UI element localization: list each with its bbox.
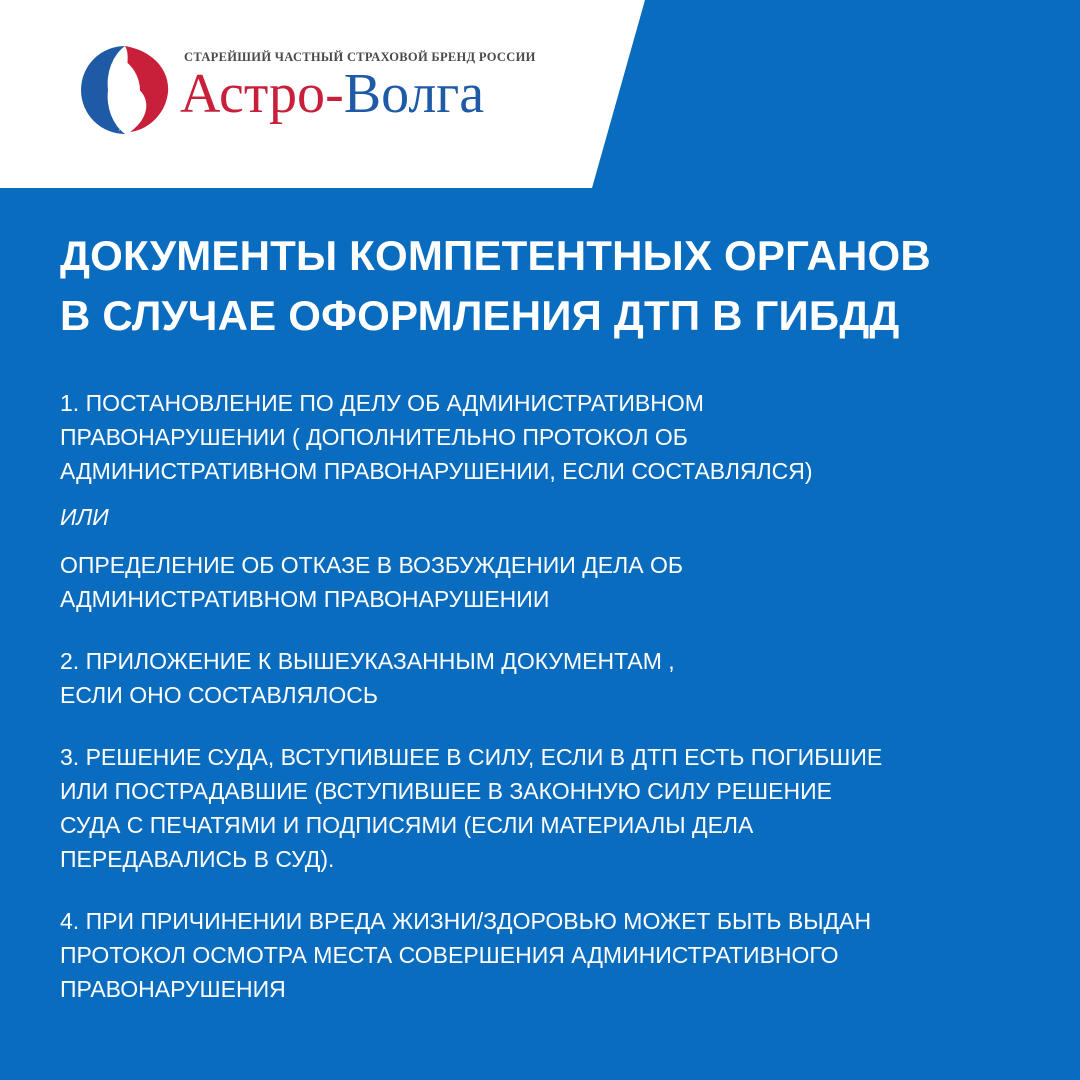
- brand-name-part1: Астро: [180, 63, 326, 125]
- spacer: [60, 876, 1040, 904]
- brand-name-separator: -: [325, 63, 344, 125]
- spacer: [60, 616, 1040, 644]
- brand-logo: [78, 44, 578, 144]
- item1-alt-line: АДМИНИСТРАТИВНОМ ПРАВОНАРУШЕНИИ: [60, 586, 550, 612]
- item2-line: 2. ПРИЛОЖЕНИЕ К ВЫШЕУКАЗАННЫМ ДОКУМЕНТАМ ,: [60, 648, 675, 674]
- spacer: [60, 712, 1040, 740]
- item3-line: ИЛИ ПОСТРАДАВШИЕ (ВСТУПИВШЕЕ В ЗАКОННУЮ СИЛУ РЕШЕНИЕ: [60, 778, 832, 804]
- item3-line: ПЕРЕДАВАЛИСЬ В СУД).: [60, 846, 335, 872]
- item3-line: 3. РЕШЕНИЕ СУДА, ВСТУПИВШЕЕ В СИЛУ, ЕСЛИ В ДТП ЕСТЬ ПОГИБШИЕ: [60, 744, 883, 770]
- item4-line: ПРАВОНАРУШЕНИЯ: [60, 976, 286, 1002]
- brand-tagline: СТАРЕЙШИЙ ЧАСТНЫЙ СТРАХОВОЙ БРЕНД РОССИИ: [184, 50, 536, 64]
- list-item-4: [60, 904, 1040, 1006]
- brand-name-part2: Волга: [343, 63, 485, 125]
- item4-line: ПРОТОКОЛ ОСМОТРА МЕСТА СОВЕРШЕНИЯ АДМИНИСТРАТИВНОГО: [60, 942, 839, 968]
- item2-line: ЕСЛИ ОНО СОСТАВЛЯЛОСЬ: [60, 682, 378, 708]
- brand-name: [180, 63, 485, 125]
- astro-volga-emblem-icon: [78, 44, 174, 140]
- item4-line: 4. ПРИ ПРИЧИНЕНИИ ВРЕДА ЖИЗНИ/ЗДОРОВЬЮ МОЖЕТ БЫТЬ ВЫДАН: [60, 908, 872, 934]
- item1-alt-line: ОПРЕДЕЛЕНИЕ ОБ ОТКАЗЕ В ВОЗБУЖДЕНИИ ДЕЛА ОБ: [60, 552, 683, 578]
- item1-line: 1. ПОСТАНОВЛЕНИЕ ПО ДЕЛУ ОБ АДМИНИСТРАТИВНОМ: [60, 390, 704, 416]
- item1-line: ПРАВОНАРУШЕНИИ ( ДОПОЛНИТЕЛЬНО ПРОТОКОЛ ОБ: [60, 424, 688, 450]
- list-item-3: [60, 740, 1040, 876]
- page-title-line2: В СЛУЧАЕ ОФОРМЛЕНИЯ ДТП В ГИБДД: [60, 292, 900, 339]
- document-list: [60, 386, 1040, 1006]
- list-item-2: [60, 644, 1040, 712]
- item3-line: СУДА С ПЕЧАТЯМИ И ПОДПИСЯМИ (ЕСЛИ МАТЕРИАЛЫ ДЕЛА: [60, 812, 754, 838]
- page-title-line1: ДОКУМЕНТЫ КОМПЕТЕНТНЫХ ОРГАНОВ: [60, 232, 931, 279]
- or-separator: ИЛИ: [60, 504, 109, 530]
- list-item-1: [60, 386, 1040, 616]
- page-title: [60, 226, 1040, 346]
- item1-line: АДМИНИСТРАТИВНОМ ПРАВОНАРУШЕНИИ, ЕСЛИ СОСТАВЛЯЛСЯ): [60, 458, 813, 484]
